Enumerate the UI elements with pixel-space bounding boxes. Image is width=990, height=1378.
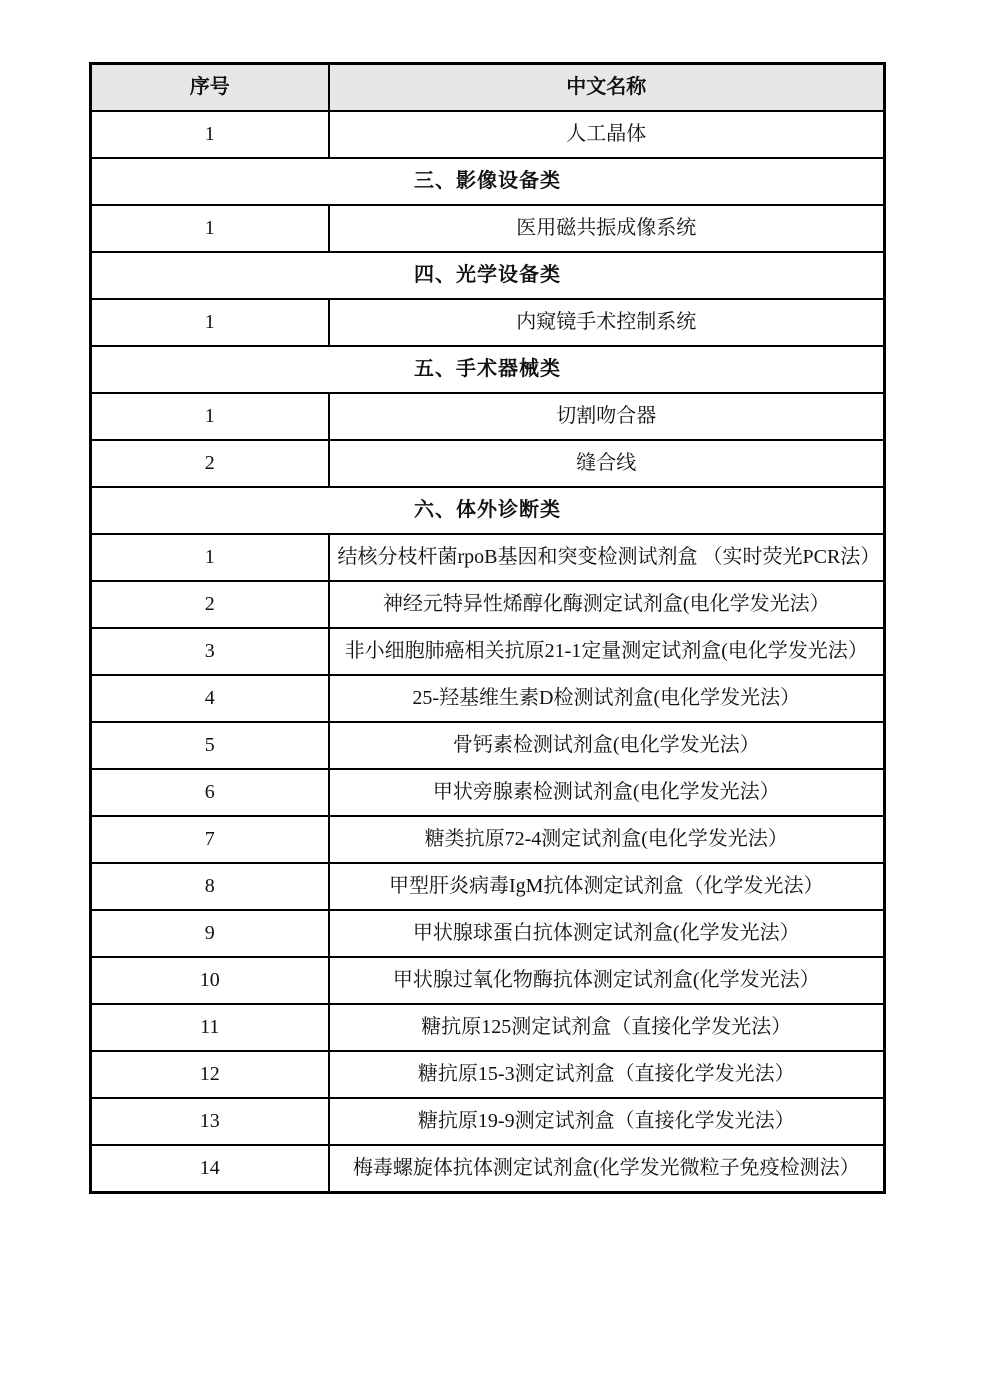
- section-title-cell: 六、体外诊断类: [91, 487, 885, 534]
- row-name-cell: 糖类抗原72-4测定试剂盒(电化学发光法）: [329, 816, 885, 863]
- row-name-cell: 内窥镜手术控制系统: [329, 299, 885, 346]
- table-row: [91, 581, 885, 628]
- device-list-table: [89, 62, 886, 1194]
- table-row: [91, 440, 885, 487]
- row-name-cell: 骨钙素检测试剂盒(电化学发光法）: [329, 722, 885, 769]
- section-title-cell: 三、影像设备类: [91, 158, 885, 205]
- row-index-cell: 9: [91, 910, 329, 957]
- column-header-index: 序号: [91, 64, 329, 112]
- table-row: [91, 628, 885, 675]
- row-index-cell: 13: [91, 1098, 329, 1145]
- row-index-cell: 4: [91, 675, 329, 722]
- table-row: [91, 205, 885, 252]
- row-index-cell: 1: [91, 534, 329, 581]
- row-index-cell: 1: [91, 111, 329, 158]
- row-index-cell: 5: [91, 722, 329, 769]
- table-row: [91, 675, 885, 722]
- row-name-cell: 医用磁共振成像系统: [329, 205, 885, 252]
- row-index-cell: 14: [91, 1145, 329, 1193]
- section-header-row: [91, 487, 885, 534]
- table-row: [91, 111, 885, 158]
- row-index-cell: 11: [91, 1004, 329, 1051]
- row-index-cell: 8: [91, 863, 329, 910]
- section-header-row: [91, 158, 885, 205]
- table-body: [91, 111, 885, 1193]
- row-name-cell: 糖抗原125测定试剂盒（直接化学发光法）: [329, 1004, 885, 1051]
- section-title-cell: 五、手术器械类: [91, 346, 885, 393]
- table-row: [91, 1145, 885, 1193]
- row-name-cell: 甲状腺过氧化物酶抗体测定试剂盒(化学发光法）: [329, 957, 885, 1004]
- row-index-cell: 7: [91, 816, 329, 863]
- section-title-cell: 四、光学设备类: [91, 252, 885, 299]
- table-row: [91, 863, 885, 910]
- table-row: [91, 957, 885, 1004]
- row-name-cell: 非小细胞肺癌相关抗原21-1定量测定试剂盒(电化学发光法）: [329, 628, 885, 675]
- row-index-cell: 2: [91, 581, 329, 628]
- row-index-cell: 1: [91, 393, 329, 440]
- table-row: [91, 1098, 885, 1145]
- row-index-cell: 6: [91, 769, 329, 816]
- table-header-row: [91, 64, 885, 112]
- row-index-cell: 10: [91, 957, 329, 1004]
- row-name-cell: 切割吻合器: [329, 393, 885, 440]
- table-row: [91, 910, 885, 957]
- table-row: [91, 816, 885, 863]
- table-row: [91, 299, 885, 346]
- table-row: [91, 1004, 885, 1051]
- row-name-cell: 结核分枝杆菌rpoB基因和突变检测试剂盒 （实时荧光PCR法）: [329, 534, 885, 581]
- row-index-cell: 3: [91, 628, 329, 675]
- row-name-cell: 糖抗原15-3测定试剂盒（直接化学发光法）: [329, 1051, 885, 1098]
- row-index-cell: 1: [91, 205, 329, 252]
- table-row: [91, 769, 885, 816]
- row-name-cell: 糖抗原19-9测定试剂盒（直接化学发光法）: [329, 1098, 885, 1145]
- row-name-cell: 缝合线: [329, 440, 885, 487]
- row-name-cell: 甲状旁腺素检测试剂盒(电化学发光法）: [329, 769, 885, 816]
- table-row: [91, 534, 885, 581]
- row-index-cell: 1: [91, 299, 329, 346]
- table-row: [91, 1051, 885, 1098]
- row-name-cell: 甲状腺球蛋白抗体测定试剂盒(化学发光法）: [329, 910, 885, 957]
- row-name-cell: 神经元特异性烯醇化酶测定试剂盒(电化学发光法）: [329, 581, 885, 628]
- row-name-cell: 人工晶体: [329, 111, 885, 158]
- row-index-cell: 2: [91, 440, 329, 487]
- section-header-row: [91, 346, 885, 393]
- row-index-cell: 12: [91, 1051, 329, 1098]
- section-header-row: [91, 252, 885, 299]
- table-row: [91, 722, 885, 769]
- row-name-cell: 甲型肝炎病毒IgM抗体测定试剂盒（化学发光法）: [329, 863, 885, 910]
- device-list-table-container: [89, 62, 886, 1194]
- row-name-cell: 25-羟基维生素D检测试剂盒(电化学发光法）: [329, 675, 885, 722]
- table-row: [91, 393, 885, 440]
- column-header-chinese-name: 中文名称: [329, 64, 885, 112]
- row-name-cell: 梅毒螺旋体抗体测定试剂盒(化学发光微粒子免疫检测法）: [329, 1145, 885, 1193]
